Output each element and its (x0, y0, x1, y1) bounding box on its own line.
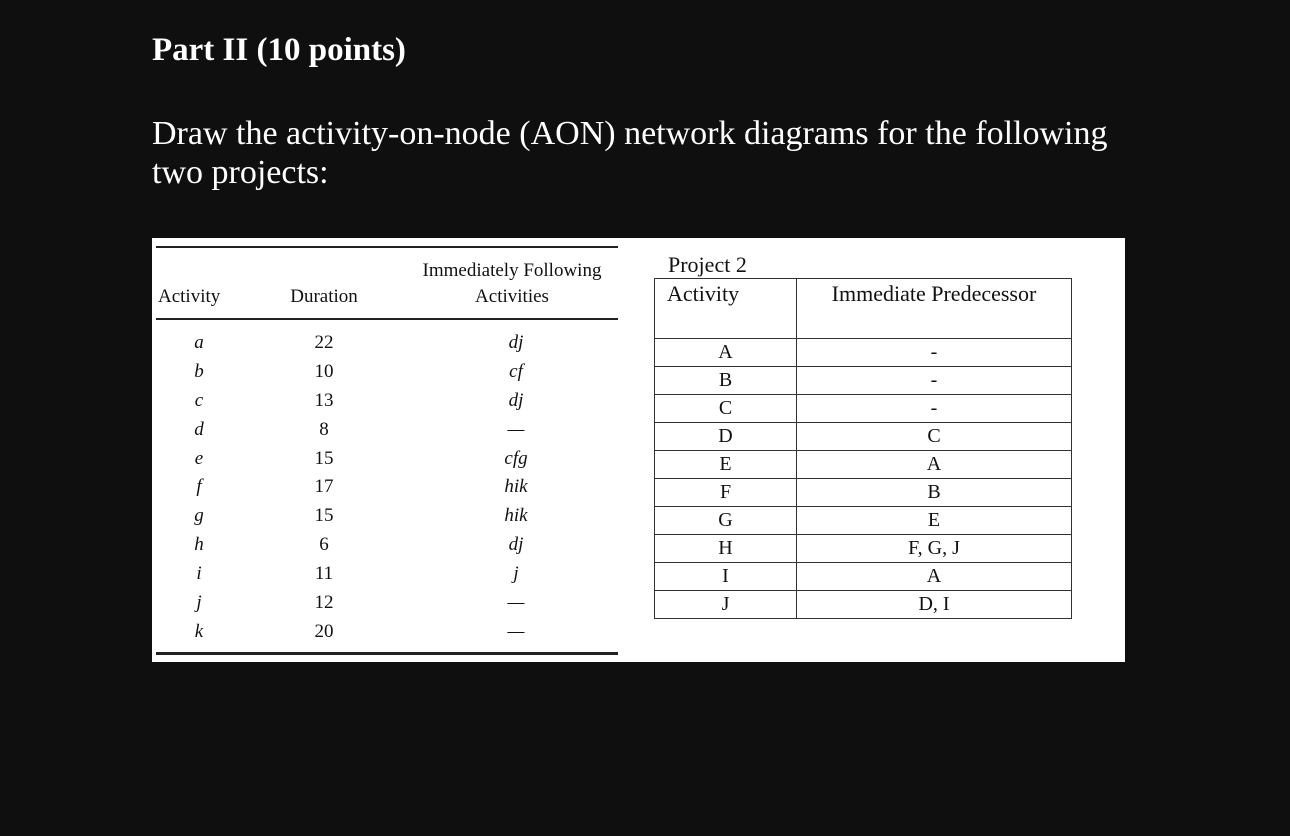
header-predecessor: Immediate Predecessor (797, 279, 1072, 339)
table-row (156, 448, 618, 477)
table-row (655, 423, 1072, 451)
activity-cell: d (194, 418, 204, 440)
following-cell: cf (509, 360, 523, 382)
table-row (156, 505, 618, 534)
activity-cell: e (194, 447, 204, 469)
table-row (655, 591, 1072, 619)
table-row (655, 535, 1072, 563)
activity-cell: i (196, 563, 202, 585)
project1-table (156, 246, 618, 656)
table-rule (156, 652, 618, 655)
following-cell: j (513, 563, 519, 585)
table-row (156, 621, 618, 650)
table-row (655, 479, 1072, 507)
duration-cell: 17 (314, 476, 334, 498)
activity-cell: G (655, 507, 797, 535)
duration-cell: 11 (314, 563, 334, 585)
activity-cell: c (194, 389, 204, 411)
following-cell: — (507, 592, 525, 614)
following-cell: hik (504, 476, 528, 498)
predecessor-cell: - (797, 367, 1072, 395)
table-row (156, 419, 618, 448)
predecessor-cell: E (797, 507, 1072, 535)
activity-cell: J (655, 591, 797, 619)
project2-grid (654, 278, 1072, 619)
table-header-row (655, 279, 1072, 339)
activity-cell: D (655, 423, 797, 451)
table-row (156, 592, 618, 621)
duration-cell: 15 (314, 447, 334, 469)
following-cell: — (507, 620, 525, 642)
table-row (655, 563, 1072, 591)
predecessor-cell: - (797, 395, 1072, 423)
page-heading: Part II (10 points) (152, 32, 406, 68)
table-row (156, 390, 618, 419)
table-row (655, 339, 1072, 367)
following-cell: hik (504, 505, 528, 527)
predecessor-cell: A (797, 451, 1072, 479)
duration-cell: 10 (314, 360, 334, 382)
predecessor-cell: - (797, 339, 1072, 367)
predecessor-cell: D, I (797, 591, 1072, 619)
table-row (655, 367, 1072, 395)
duration-cell: 20 (314, 620, 334, 642)
table-rule (156, 246, 618, 248)
duration-cell: 22 (314, 332, 334, 353)
project2-rows (655, 339, 1072, 619)
header-following (406, 258, 618, 310)
predecessor-cell: F, G, J (797, 535, 1072, 563)
table-row (156, 476, 618, 505)
project1-rows (156, 332, 618, 650)
following-cell: dj (508, 332, 524, 353)
activity-cell: g (194, 505, 204, 527)
following-cell: — (507, 418, 525, 440)
table-row (655, 507, 1072, 535)
predecessor-cell: A (797, 563, 1072, 591)
table-row (156, 332, 618, 361)
activity-cell: h (194, 534, 204, 556)
activity-cell: C (655, 395, 797, 423)
activity-cell: E (655, 451, 797, 479)
activity-cell: b (194, 360, 204, 382)
table-rule (156, 318, 618, 320)
project2-table (654, 252, 1074, 619)
header-activity: Activity (655, 279, 797, 339)
table-row (655, 451, 1072, 479)
table-row (655, 395, 1072, 423)
activity-cell: F (655, 479, 797, 507)
activity-cell: A (655, 339, 797, 367)
following-cell: dj (508, 389, 524, 411)
table-row (156, 361, 618, 390)
table-row (156, 534, 618, 563)
project2-title: Project 2 (668, 252, 747, 277)
following-cell: dj (508, 534, 524, 556)
activity-cell: I (655, 563, 797, 591)
duration-cell: 12 (314, 592, 334, 614)
header-following-line2: Activities (475, 286, 549, 307)
duration-cell: 15 (314, 505, 334, 527)
activity-cell: k (194, 620, 204, 642)
predecessor-cell: B (797, 479, 1072, 507)
activity-cell: f (196, 476, 202, 498)
activity-cell: B (655, 367, 797, 395)
header-activity: Activity (158, 286, 221, 307)
following-cell: cfg (504, 447, 528, 469)
duration-cell: 8 (319, 418, 329, 440)
header-following-line1: Immediately Following (422, 260, 602, 281)
duration-cell: 13 (314, 389, 334, 411)
instruction-text: Draw the activity-on-node (AON) network diagrams for the following two projects: (152, 115, 1108, 191)
header-duration: Duration (290, 286, 358, 307)
duration-cell: 6 (319, 534, 329, 556)
activity-cell: j (196, 592, 202, 614)
activity-cell: H (655, 535, 797, 563)
table-row (156, 563, 618, 592)
predecessor-cell: C (797, 423, 1072, 451)
tables-panel (152, 238, 1125, 662)
activity-cell: a (194, 332, 204, 353)
